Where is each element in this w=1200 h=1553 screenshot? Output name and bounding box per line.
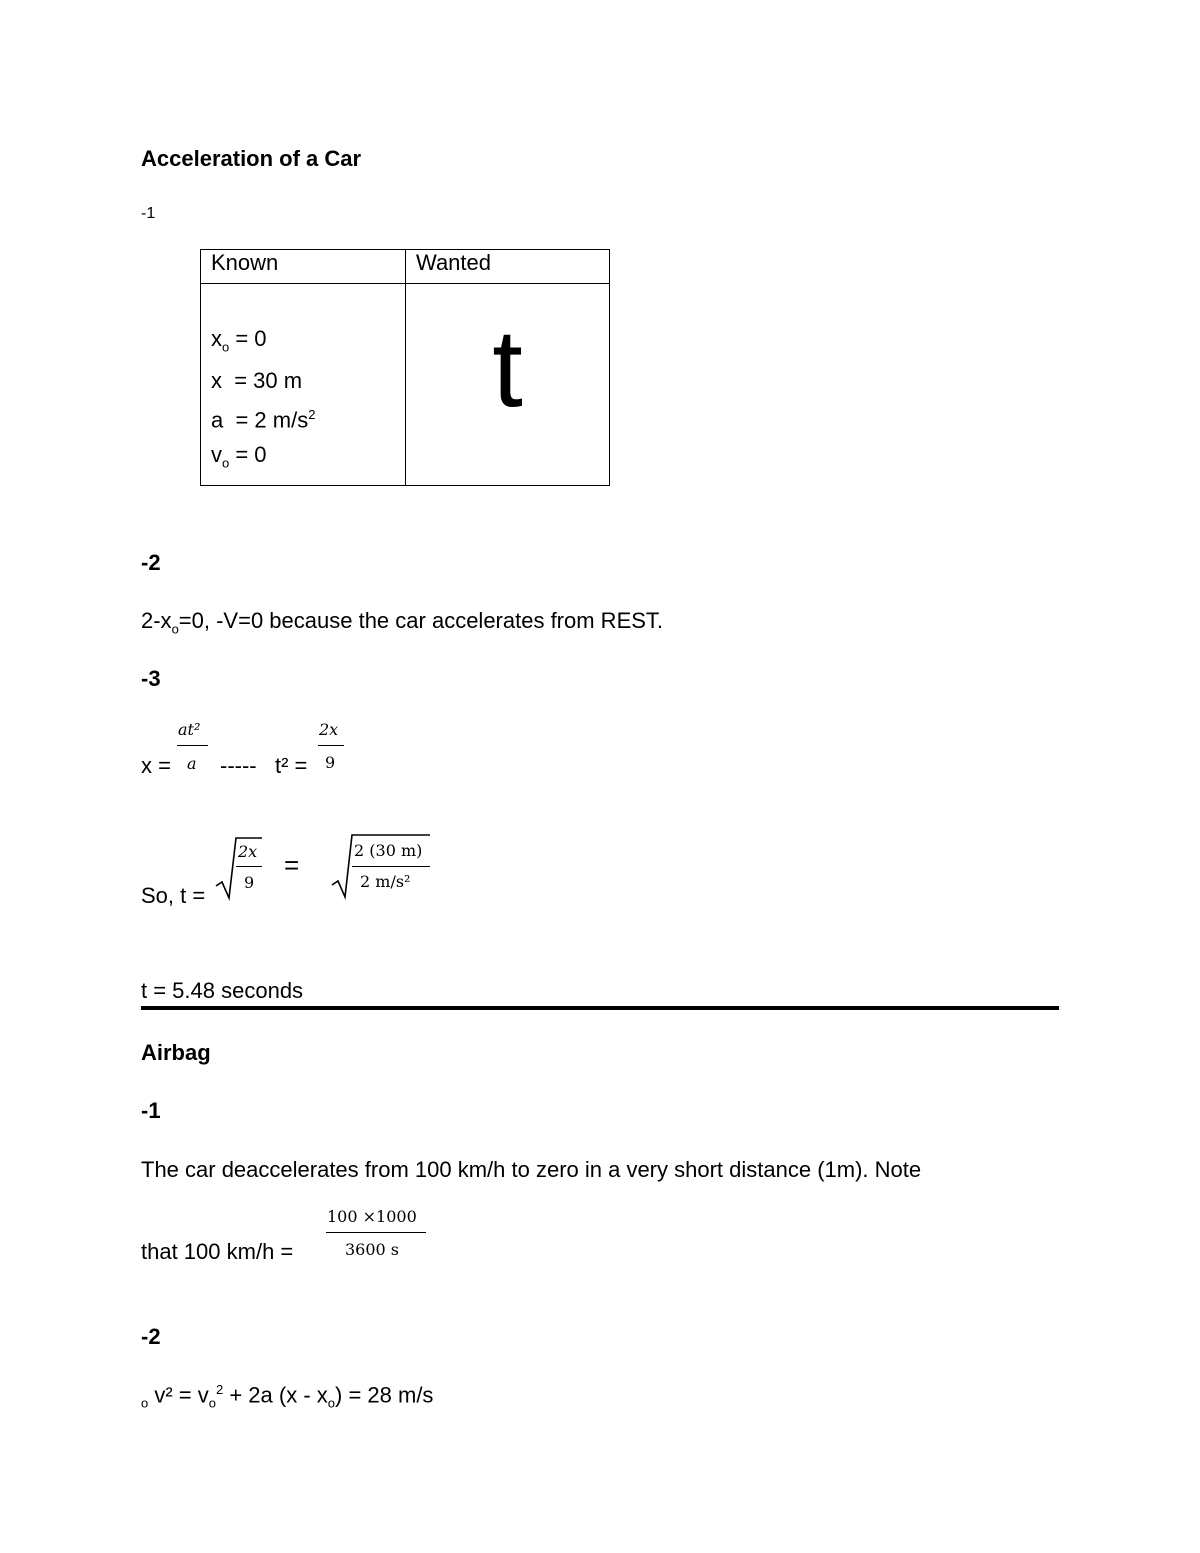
- result-text: t = 5.48 seconds: [141, 978, 304, 1003]
- known-row: $v_o = 0$: [211, 441, 267, 471]
- eq1-lhs: x =: [141, 753, 171, 778]
- step-label: -2: [141, 1324, 161, 1349]
- eq1-denominator2: 9: [325, 753, 336, 772]
- section-title-airbag: Airbag: [141, 1040, 211, 1065]
- known-row: a = 2 $m/s^2$: [211, 407, 316, 433]
- step-label: -3: [141, 666, 161, 691]
- section-title-acceleration: Acceleration of a Car: [141, 146, 362, 171]
- conversion-denominator: 3600 s: [345, 1240, 400, 1259]
- wanted-value-cell: [406, 284, 610, 486]
- eq1-numerator2: 2x: [319, 720, 339, 739]
- fraction-bar: [326, 1232, 426, 1233]
- eq1-dashes: -----: [220, 753, 257, 778]
- step-label: -2: [141, 550, 161, 575]
- fraction-bar: [352, 866, 430, 867]
- eq1-numerator: at²: [178, 720, 201, 739]
- wanted-variable: t: [492, 307, 523, 430]
- airbag-equation: $_o$ $v^2 = v_o^2 + 2a$ $(x - x_o) = 28$ m/s: [141, 1382, 434, 1411]
- section-divider: [141, 1006, 1059, 1010]
- conversion-numerator: 100 ×1000: [327, 1207, 417, 1226]
- fraction-bar: [318, 745, 344, 746]
- known-row: $x_o = 0$: [211, 326, 267, 355]
- known-values-cell: [201, 284, 406, 486]
- step-label: -1: [141, 1098, 161, 1123]
- eq2-denominator-b: 2 m/s²: [360, 872, 411, 891]
- airbag-line2: that 100 km/h =: [141, 1239, 294, 1264]
- airbag-line1: The car deaccelerates from 100 km/h to zero in a very short distance (1m). Note: [141, 1157, 922, 1182]
- known-row: x = 30 m: [211, 368, 303, 394]
- eq2-numerator: 2x: [238, 842, 258, 861]
- fraction-bar: [177, 745, 208, 746]
- table-header-wanted: Wanted: [406, 250, 610, 284]
- known-wanted-table: [200, 249, 610, 486]
- eq2-numerator-b: 2 (30 m): [354, 841, 423, 860]
- equals-sign: =: [284, 850, 300, 880]
- step-label: -1: [141, 205, 156, 222]
- table-header-known: Known: [201, 250, 406, 284]
- eq1-denominator: a: [187, 754, 197, 773]
- fraction-bar: [236, 866, 262, 867]
- eq2-denominator: 9: [244, 873, 255, 892]
- eq1-t-squared: t² =: [275, 753, 308, 778]
- eq2-lhs: So, t =: [141, 883, 206, 908]
- step2-text: $2-x_o=0$, -V=0 because the car accelerates from REST.: [141, 608, 664, 637]
